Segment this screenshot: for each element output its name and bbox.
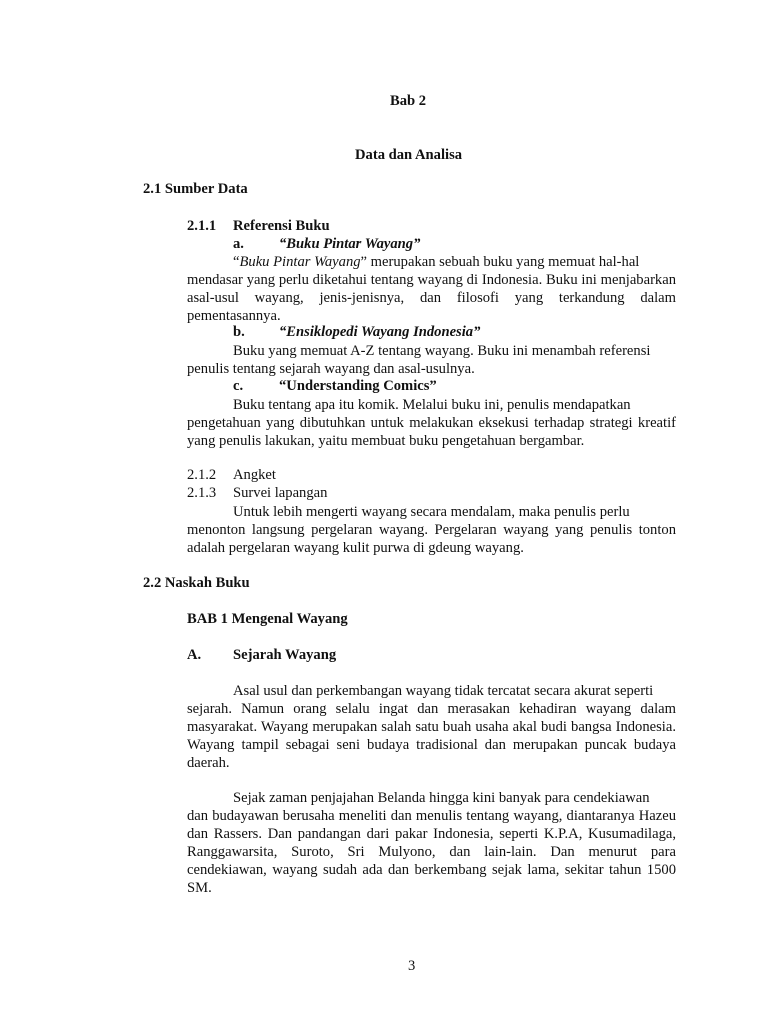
item-b-rest: penulis tentang sejarah wayang dan asal-usulnya. [187, 361, 475, 377]
item-a-paragraph [187, 253, 676, 325]
item-c-first-line: Buku tentang apa itu komik. Melalui buku ini, penulis mendapatkan [233, 397, 631, 413]
subsection-2-1-3-label: Survei lapangan [233, 485, 328, 501]
paragraph-1-first-line: Asal usul dan perkembangan wayang tidak tercatat secara akurat seperti [233, 683, 654, 699]
paragraph-1-rest: sejarah. Namun orang selalu ingat dan merasakan kehadiran wayang dalam masyarakat. Wayang merupakan salah satu buah usaha akal budi bangsa Indonesia. Wayang tampil sebagai seni budaya tradisional dan merupakan puncak budaya daerah. [187, 701, 676, 771]
chapter-label: Bab 2 [390, 93, 427, 109]
subsection-2-1-1-number: 2.1.1 [187, 218, 217, 234]
item-a-title: “Buku Pintar Wayang” [279, 236, 421, 252]
item-a-rest: mendasar yang perlu diketahui tentang wayang di Indonesia. Buku ini menjabarkan asal-usul wayang, jenis-jenisnya, dan filosofi yang terkandung dalam pementasannya. [187, 272, 676, 324]
subsection-2-1-3-number: 2.1.3 [187, 485, 217, 501]
page-title: Data dan Analisa [355, 147, 463, 163]
item-b-first-line: Buku yang memuat A-Z tentang wayang. Buku ini menambah referensi [233, 343, 651, 359]
item-a-book-title: Buku Pintar Wayang [239, 254, 361, 270]
paragraph-2-first-line: Sejak zaman penjajahan Belanda hingga kini banyak para cendekiawan [233, 790, 650, 806]
item-b-paragraph [187, 342, 676, 378]
page-number: 3 [408, 958, 416, 974]
item-c-title: “Understanding Comics” [279, 378, 437, 394]
quote-open: “ [233, 254, 240, 270]
paragraph-2-rest: dan budayawan berusaha meneliti dan menulis tentang wayang, diantaranya Hazeu dan Rassers. Dan pandangan dari pakar Indonesia, seperti K.P.A, Kusumadilaga, Ranggawarsita, Suroto, Sri Mulyono, dan lain-lain. Dan menurut para cendekiawan, wayang sudah ada dan berkembang sejak lama, sekitar tahun 1500 SM. [187, 808, 676, 896]
subsection-2-1-1-label: Referensi Buku [233, 218, 330, 234]
section-a-title: Sejarah Wayang [233, 647, 337, 663]
subsection-2-1-3-first-line: Untuk lebih mengerti wayang secara mendalam, maka penulis perlu [233, 504, 630, 520]
section-2-1-heading: 2.1 Sumber Data [143, 181, 248, 197]
subsection-2-1-2-label: Angket [233, 467, 276, 483]
item-a-first-rest: merupakan sebuah buku yang memuat hal-hal [367, 254, 640, 270]
section-2-2-heading: 2.2 Naskah Buku [143, 575, 250, 591]
item-a-first-line [187, 253, 676, 271]
item-c-paragraph [187, 396, 676, 450]
item-c-letter: c. [233, 378, 244, 394]
subsection-2-1-3-rest: menonton langsung pergelaran wayang. Pergelaran wayang yang penulis tonton adalah pergelaran wayang kulit purwa di gdeung wayang. [187, 522, 676, 556]
paragraph-2 [187, 789, 676, 897]
quote-close: ” [360, 254, 368, 270]
section-a-letter: A. [187, 647, 202, 663]
subsection-2-1-3-paragraph [187, 503, 676, 557]
item-b-title: “Ensiklopedi Wayang Indonesia” [279, 324, 481, 340]
subsection-2-1-2-number: 2.1.2 [187, 467, 217, 483]
paragraph-1 [187, 682, 676, 772]
item-b-letter: b. [233, 324, 245, 340]
chapter-1-heading: BAB 1 Mengenal Wayang [187, 611, 348, 627]
item-c-rest: pengetahuan yang dibutuhkan untuk melakukan eksekusi terhadap strategi kreatif yang penulis lakukan, yaitu membuat buku pengetahuan bergambar. [187, 415, 676, 449]
item-a-letter: a. [233, 236, 244, 252]
